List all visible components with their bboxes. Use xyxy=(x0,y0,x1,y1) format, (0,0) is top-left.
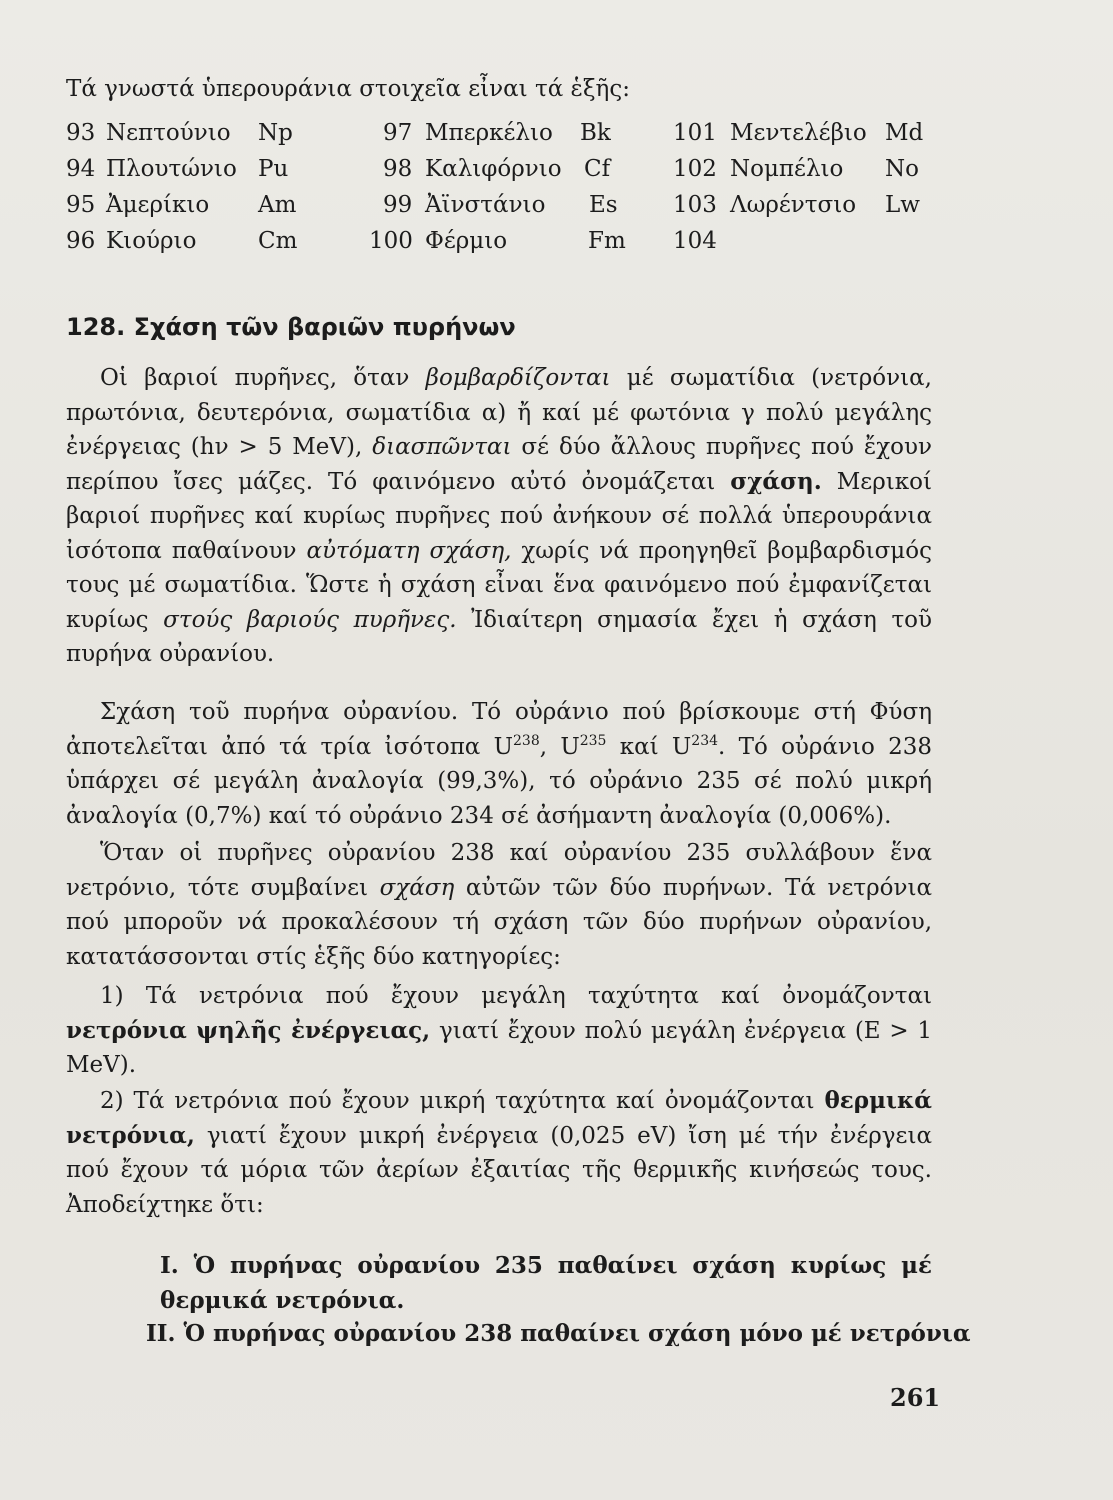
element-symbol: Fm xyxy=(588,228,626,254)
element-name: Πλουτώνιο xyxy=(106,156,237,182)
term-thermal-neutrons: θερμικά νετρόνια, xyxy=(66,1087,932,1149)
element-number: 102 xyxy=(673,156,717,182)
paragraph-uranium-isotopes: Σχάση τοῦ πυρήνα οὐρανίου. Τό οὐράνιο πού βρίσκουμε στή Φύση ἀποτελεῖται ἀπό τά τρία ἰσότοπα $U^{238}$, $U^{235}$ καί $U^{234}$. Τό οὐράνιο 238 ὑπάρχει σέ μεγάλη ἀναλογία (99,3%), τό οὐράνιο 235 σέ πολύ μικρή ἀναλογία (0,7%) καί τό οὐράνιο 234 σέ ἀσήμαντη ἀναλογία (0,006%). xyxy=(66,699,932,829)
element-name: Μπερκέλιο xyxy=(425,120,553,146)
list-item-thermal-neutrons: 2) Τά νετρόνια πού ἔχουν μικρή ταχύτητα καί ὀνομάζονται θερμικά νετρόνια, γιατί ἔχουν μικρή ἐνέργεια (0,025 eV) ἴση μέ τήν ἐνέργεια πού ἔχουν τά μόρια τῶν ἀερίων ἐξαιτίας τῆς θερμικῆς κινήσεώς τους. Ἀποδείχτηκε ὅτι: xyxy=(66,1087,932,1218)
element-name: Λωρέντσιο xyxy=(730,192,857,218)
element-symbol: Am xyxy=(258,192,297,218)
section-number: 128. xyxy=(66,313,126,341)
element-number: 101 xyxy=(673,120,717,146)
emphasis: βομβαρδίζονται xyxy=(425,365,611,391)
conclusion-one: I. Ὁ πυρήνας οὐρανίου 235 παθαίνει σχάση κυρίως μέ θερμικά νετρόνια. xyxy=(160,1252,932,1314)
term-fission: σχάση. xyxy=(730,467,822,495)
element-number: 96 xyxy=(66,228,96,254)
element-number: 95 xyxy=(66,192,96,218)
section-heading xyxy=(66,313,516,341)
element-number: 103 xyxy=(673,192,717,218)
element-symbol: Es xyxy=(589,192,618,218)
element-symbol: Np xyxy=(258,120,293,146)
element-symbol: Lw xyxy=(885,192,920,218)
element-number: 94 xyxy=(66,156,96,182)
element-symbol: Md xyxy=(885,120,924,146)
intro-sentence: Τά γνωστά ὑπερουράνια στοιχεῖα εἶναι τά ἑξῆς: xyxy=(66,76,630,102)
element-symbol: Cf xyxy=(584,156,611,182)
element-symbol: No xyxy=(885,156,919,182)
element-number: 104 xyxy=(673,228,717,254)
element-number: 98 xyxy=(383,156,413,182)
element-number: 99 xyxy=(383,192,413,218)
element-name: Ἀϊνστάνιο xyxy=(425,192,546,218)
element-name: Καλιφόρνιο xyxy=(425,156,562,182)
term-fast-neutrons: νετρόνια ψηλῆς ἐνέργειας, xyxy=(66,1016,431,1044)
element-name: Νομπέλιο xyxy=(730,156,844,182)
emphasis: αὐτόματη σχάση, xyxy=(306,537,512,564)
section-title: Σχάση τῶν βαριῶν πυρήνων xyxy=(133,313,516,341)
element-symbol: Pu xyxy=(258,156,289,182)
element-number: 93 xyxy=(66,120,96,146)
element-name: Μεντελέβιο xyxy=(730,120,867,146)
element-number: 97 xyxy=(383,120,413,146)
emphasis: διασπῶνται xyxy=(372,434,512,460)
element-name: Νεπτούνιο xyxy=(106,120,231,146)
paragraph-lead: Σχάση τοῦ πυρήνα οὐρανίου. xyxy=(100,699,459,725)
list-item-fast-neutrons: 1) Τά νετρόνια πού ἔχουν μεγάλη ταχύτητα καί ὀνομάζονται νετρόνια ψηλῆς ἐνέργειας, γιατί ἔχουν πολύ μεγάλη ἐνέργεια (E > 1 MeV). xyxy=(66,983,933,1078)
page-number: 261 xyxy=(890,1383,941,1412)
paragraph-neutron-capture: Ὅταν οἱ πυρῆνες οὐρανίου 238 καί οὐρανίου 235 συλλάβουν ἕνα νετρόνιο, τότε συμβαίνει σχάση αὐτῶν τῶν δύο πυρήνων. Τά νετρόνια πού μποροῦν νά προκαλέσουν τή σχάση τῶν δύο πυρήνων οὐρανίου, κατατάσσονται στίς ἑξῆς δύο κατηγορίες: xyxy=(66,840,932,970)
element-symbol: Bk xyxy=(580,120,611,146)
element-number: 100 xyxy=(369,228,413,254)
emphasis: σχάση xyxy=(379,874,455,901)
element-name: Ἀμερίκιο xyxy=(106,192,210,218)
paragraph-fission-intro: Οἱ βαριοί πυρῆνες, ὅταν βομβαρδίζονται μέ σωματίδια (νετρόνια, πρωτόνια, δευτερόνια, σωματίδια α) ἤ καί μέ φωτόνια γ πολύ μεγάλης ἐνέργειας (hν > 5 MeV), διασπῶνται σέ δύο ἄλλους πυρῆνες πού ἔχουν περίπου ἴσες μάζες. Τό φαινόμενο αὐτό ὀνομάζεται σχάση. Μερικοί βαριοί πυρῆνες καί κυρίως πυρῆνες πού ἀνήκουν σέ πολλά ὑπερουράνια ἰσότοπα παθαίνουν αὐτόματη σχάση, χωρίς νά προηγηθεῖ βομβαρδισμός τους μέ σωματίδια. Ὥστε ἡ σχάση εἶναι ἕνα φαινόμενο πού ἐμφανίζεται κυρίως στούς βαριούς πυρῆνες. Ἰδιαίτερη σημασία ἔχει ἡ σχάση τοῦ πυρήνα οὐρανίου. xyxy=(66,365,932,667)
emphasis: στούς βαριούς πυρῆνες. xyxy=(163,606,457,633)
element-name: Φέρμιο xyxy=(425,228,508,254)
element-name: Κιούριο xyxy=(106,228,197,254)
conclusion-two: II. Ὁ πυρήνας οὐρανίου 238 παθαίνει σχάση μόνο μέ νετρόνια xyxy=(146,1320,971,1347)
element-symbol: Cm xyxy=(258,228,298,254)
